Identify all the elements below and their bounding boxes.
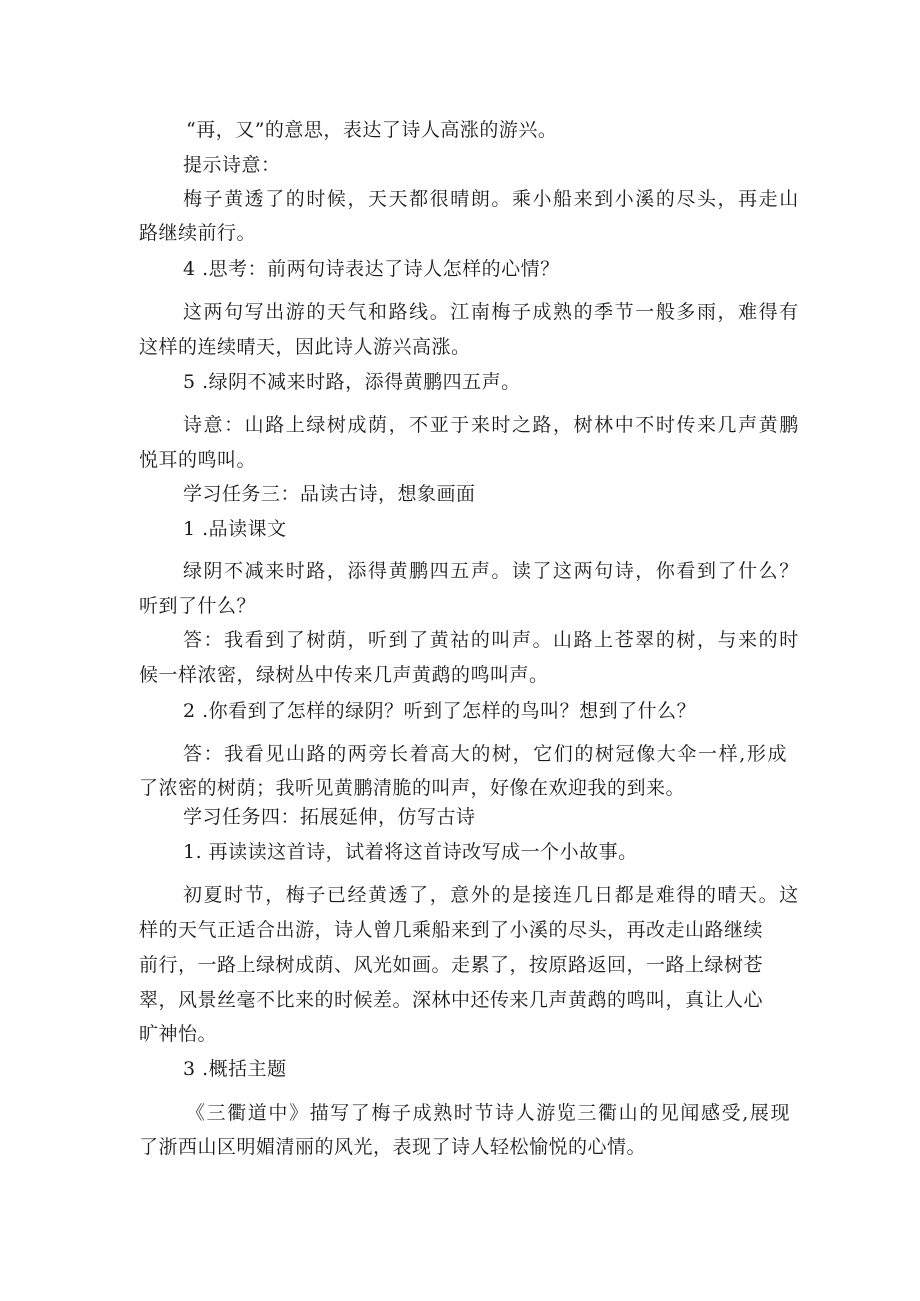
text-line: 答：我看到了树荫，听到了黄祜的叫声。山路上苍翠的树，与来的时 [183,629,800,651]
item-heading: 2 .你看到了怎样的绿阴？听到了怎样的鸟叫？想到了什么？ [183,700,697,722]
text-line: 《三衢道中》描写了梅子成熟时节诗人游览三衢山的见闻感受,展现 [186,1102,792,1124]
text-line: 听到了什么？ [139,595,257,617]
text-line: 了浙西山区明媚清丽的风光，表现了诗人轻松愉悦的心情。 [139,1136,647,1158]
text-line: “再，又”的意思，表达了诗人高涨的游兴。 [186,119,558,141]
text-line: 绿阴不减来时路，添得黄鹏四五声。读了这两句诗，你看到了什么？ [183,560,800,582]
item-heading: 1. 再读读这首诗，试着将这首诗改写成一个小故事。 [183,841,638,863]
text-line: 这样的连续晴天，因此诗人游兴高涨。 [139,336,471,358]
text-line: 5 .绿阴不减来时路，添得黄鹏四五声。 [183,371,521,393]
text-line: 样的天气正适合出游，诗人曾几乘船来到了小溪的尽头，再改走山路继续 [139,919,764,941]
text-line: 悦耳的鸣叫。 [139,449,257,471]
text-line: 提示诗意： [183,154,281,176]
text-line: 诗意：山路上绿树成荫，不亚于来时之路，树林中不时传来几声黄鹏 [183,414,800,436]
text-line: 4 .思考：前两句诗表达了诗人怎样的心情？ [183,258,560,280]
text-line: 了浓密的树荫；我听见黄鹏清脆的叫声，好像在欢迎我的到来。 [139,777,686,799]
text-line: 梅子黄透了的时候，天天都很晴朗。乘小船来到小溪的尽头，再走山 [183,188,800,210]
text-line: 答：我看见山路的两旁长着高大的树，它们的树冠像大伞一样,形成 [183,743,789,765]
text-line: 前行，一路上绿树成荫、风光如画。走累了，按原路返回，一路上绿树苍 [139,954,764,976]
text-line: 初夏时节，梅子已经黄透了，意外的是接连几日都是难得的晴天。这 [183,884,800,906]
section-heading: 学习任务三：品读古诗，想象画面 [183,483,476,505]
text-line: 旷神怡。 [139,1023,218,1045]
section-heading: 学习任务四：拓展延伸，仿写古诗 [183,806,476,828]
text-line: 路继续前行。 [139,222,257,244]
item-heading: 3 .概括主题 [183,1058,287,1080]
text-line: 翠，风景丝毫不比来的时候差。深林中还传来几声黄鹉的鸣叫，真让人心 [139,989,764,1011]
text-line: 候一样浓密，绿树丛中传来几声黄鹉的鸣叫声。 [139,664,549,686]
item-heading: 1 .品读课文 [183,518,287,540]
text-line: 这两句写出游的天气和路线。江南梅子成熟的季节一般多雨，难得有 [183,301,800,323]
